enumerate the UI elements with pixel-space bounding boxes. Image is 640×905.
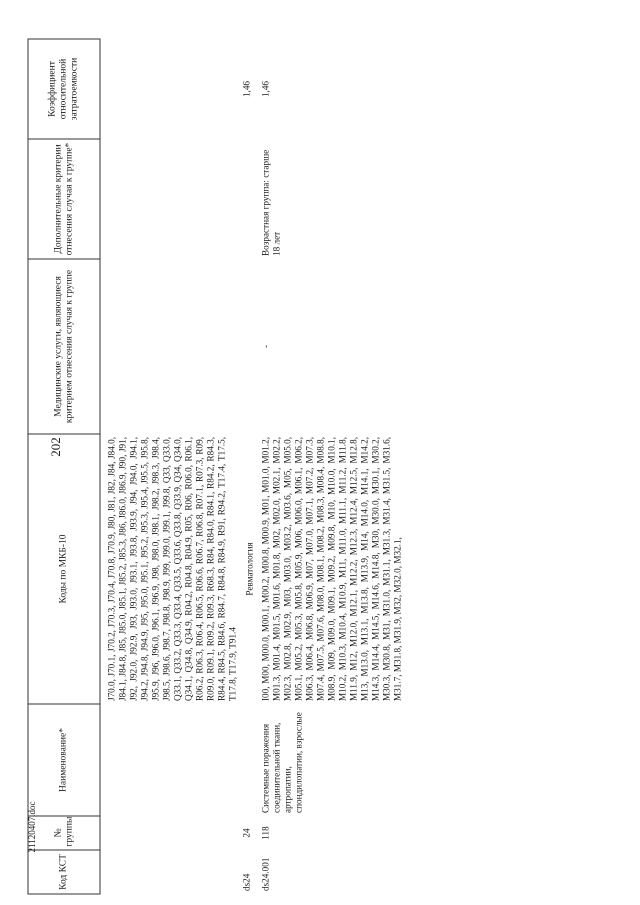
section-coefficient: 1,46 bbox=[241, 80, 252, 98]
header-services: Медицинские услуги, являющиеся критерием отнесения случая к группе bbox=[28, 259, 100, 434]
header-kod-kst: Код КСТ bbox=[28, 850, 100, 894]
row-coefficient: 1,46 bbox=[260, 80, 271, 98]
continued-mkb-codes: J70.0, J70.1, J70.2, J70.3, J70.4, J70.8, J70.9, J80, J81, J82, J84, J84.0, J84.1, J84.8, J85, J85.0, J85.1, J85.2, J85.3, J86, J86.0, J86.9, J90, J91, J92, J92.0, J92.9, J93, J93.0, J93.1, J93.8, J93.9, J94, J94.0, J94.1, J94.2, J94.8, J94.9, J95, J95.0, J95.1, J95.2, J95.3, J95.4, J95.5, J95.8, J95.9, J96, J96.0, J96.1, J96.9, J98, J98.0, J98.1, J98.2, J98.3, J98.4, J98.5, J98.6, J98.7, J98.8, J98.9, J99, J99.0, J99.1, J99.8, Q33, Q33.0, Q33.1, Q33.2, Q33.3, Q33.4, Q33.5, Q33.6, Q33.8, Q33.9, Q34, Q34.0, Q34.1, Q34.8, Q34.9, R04.2, R04.8, R04.9, R05, R06, R06.0, R06.1, R06.2, R06.3, R06.4, R06.5, R06.6, R06.7, R06.8, R07.1, R07.3, R09, R09.0, R09.1, R09.2, R09.3, R68.3, R84, R84.0, R84.1, R84.2, R84.3, R84.4, R84.5, R84.6, R84.7, R84.8, R84.9, R91, R94.2, T17.4, T17.5, T17.8, T17.9, T91.4 bbox=[106, 437, 238, 701]
table-header-row bbox=[28, 39, 100, 894]
section-group-number: 24 bbox=[241, 828, 252, 838]
section-row bbox=[241, 39, 260, 894]
table-row-continued bbox=[100, 39, 241, 894]
table-row bbox=[260, 39, 405, 894]
rotated-table-frame bbox=[28, 40, 548, 895]
row-group-number: 118 bbox=[260, 826, 271, 840]
header-group-number: № группы bbox=[28, 816, 100, 850]
row-mkb-codes: I00, M00, M00.0, M00.1, M00.2, M00.8, M00.9, M01, M01.0, M01.2, M01.3, M01.4, M01.5, M01.6, M01.8, M02, M02.0, M02.1, M02.2, M02.3, M02.8, M02.9, M03, M03.0, M03.2, M03.6, M05, M05.0, M05.1, M05.2, M05.3, M05.8, M05.9, M06, M06.0, M06.1, M06.2, M06.3, M06.4, M06.8, M06.9, M07, M07.0, M07.1, M07.2, M07.3, M07.4, M07.5, M07.6, M08.0, M08.1, M08.2, M08.3, M08.4, M08.8, M08.9, M09, M09.0, M09.1, M09.2, M09.8, M10, M10.0, M10.1, M10.2, M10.3, M10.4, M10.9, M11, M11.0, M11.1, M11.2, M11.8, M11.9, M12, M12.0, M12.1, M12.2, M12.3, M12.4, M12.5, M12.8, M13, M13.0, M13.1, M13.8, M13.9, M14, M14.0, M14.1, M14.2, M14.3, M14.4, M14.5, M14.6, M14.8, M30, M30.0, M30.1, M30.2, M30.3, M30.8, M31, M31.0, M31.1, M31.3, M31.4, M31.5, M31.6, M31.7, M31.8, M31.9, M32, M32.0, M32.1, bbox=[260, 437, 403, 701]
header-extra-criteria: Дополнительные критерии отнесения случая к группе* bbox=[28, 139, 100, 259]
row-extra-criteria: Возрастная группа: старше 18 лет bbox=[260, 149, 282, 256]
header-mkb-codes: Коды по МКБ-10 bbox=[28, 434, 100, 704]
document-filename: 21120407.doc bbox=[27, 801, 37, 853]
header-name: Наименование* bbox=[28, 704, 100, 816]
page-number: 202 bbox=[48, 437, 63, 457]
ksg-table bbox=[28, 39, 405, 895]
section-title: Ревматология bbox=[244, 542, 255, 596]
header-coefficient: Коэффициент относительной затратоемкости bbox=[28, 39, 100, 139]
row-code: ds24.001 bbox=[260, 857, 271, 891]
row-services: - bbox=[260, 344, 271, 349]
section-code: ds24 bbox=[241, 873, 252, 891]
row-name: Системные поражения соединительной ткани, артропатии, спондилопатии, взрослые bbox=[260, 712, 304, 813]
